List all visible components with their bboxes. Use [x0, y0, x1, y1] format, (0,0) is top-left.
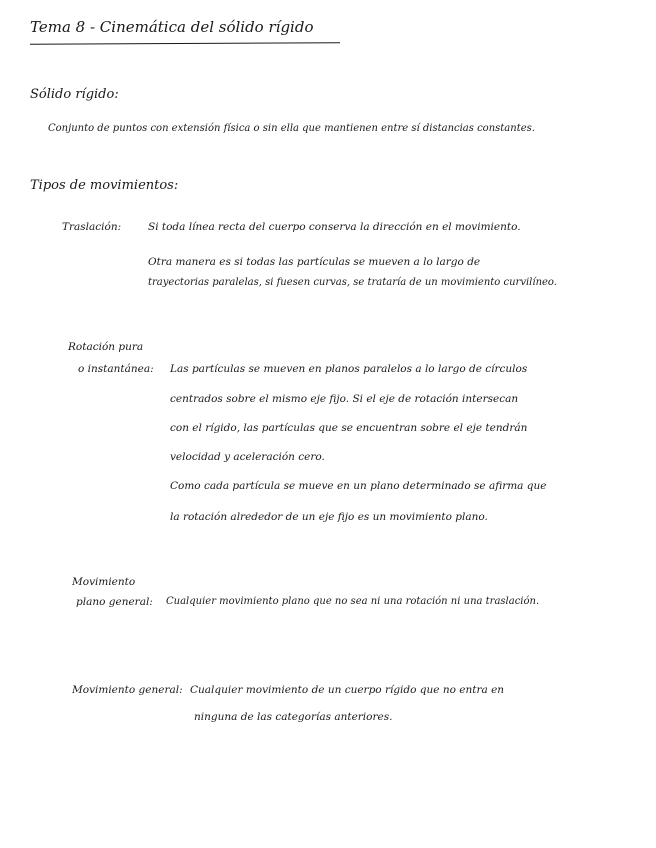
plano-label-1: Movimiento: [72, 576, 136, 588]
title-underline: [30, 42, 340, 45]
rotacion-label-2: o instantánea:: [78, 363, 154, 375]
traslacion-line-1: Si toda línea recta del cuerpo conserva la dirección en el movimiento.: [148, 221, 521, 233]
rotacion-line-2: centrados sobre el mismo eje fijo. Si el eje de rotación intersecan: [170, 393, 519, 405]
rotacion-line-5: Como cada partícula se mueve en un plano determinado se afirma que: [170, 480, 547, 492]
general-label: Movimiento general:: [72, 684, 183, 696]
general-line-2: ninguna de las categorías anteriores.: [194, 711, 393, 723]
rotacion-line-4: velocidad y aceleración cero.: [170, 451, 325, 463]
traslacion-line-2: Otra manera es si todas las partículas se mueven a lo largo de: [148, 256, 481, 268]
tipos-heading: Tipos de movimientos:: [30, 178, 179, 193]
plano-label-2: plano general:: [76, 596, 153, 608]
traslacion-line-3: trayectorias paralelas, si fuesen curvas, se trataría de un movimiento curvilíneo.: [148, 277, 557, 288]
rotacion-line-6: la rotación alrededor de un eje fijo es un movimiento plano.: [170, 511, 488, 523]
general-line-1: Cualquier movimiento de un cuerpo rígido que no entra en: [190, 684, 505, 696]
rotacion-line-1: Las partículas se mueven en planos paralelos a lo largo de círculos: [170, 363, 528, 375]
rotacion-label-1: Rotación pura: [68, 341, 144, 353]
traslacion-label: Traslación:: [62, 221, 122, 233]
rotacion-line-3: con el rígido, las partículas que se encuentran sobre el eje tendrán: [170, 422, 528, 434]
page-title: Tema 8 - Cinemática del sólido rígido: [30, 18, 314, 36]
solido-heading: Sólido rígido:: [30, 87, 119, 102]
solido-definition: Conjunto de puntos con extensión física o sin ella que mantienen entre sí distancias constantes.: [48, 123, 535, 134]
plano-definition: Cualquier movimiento plano que no sea ni una rotación ni una traslación.: [166, 596, 540, 607]
